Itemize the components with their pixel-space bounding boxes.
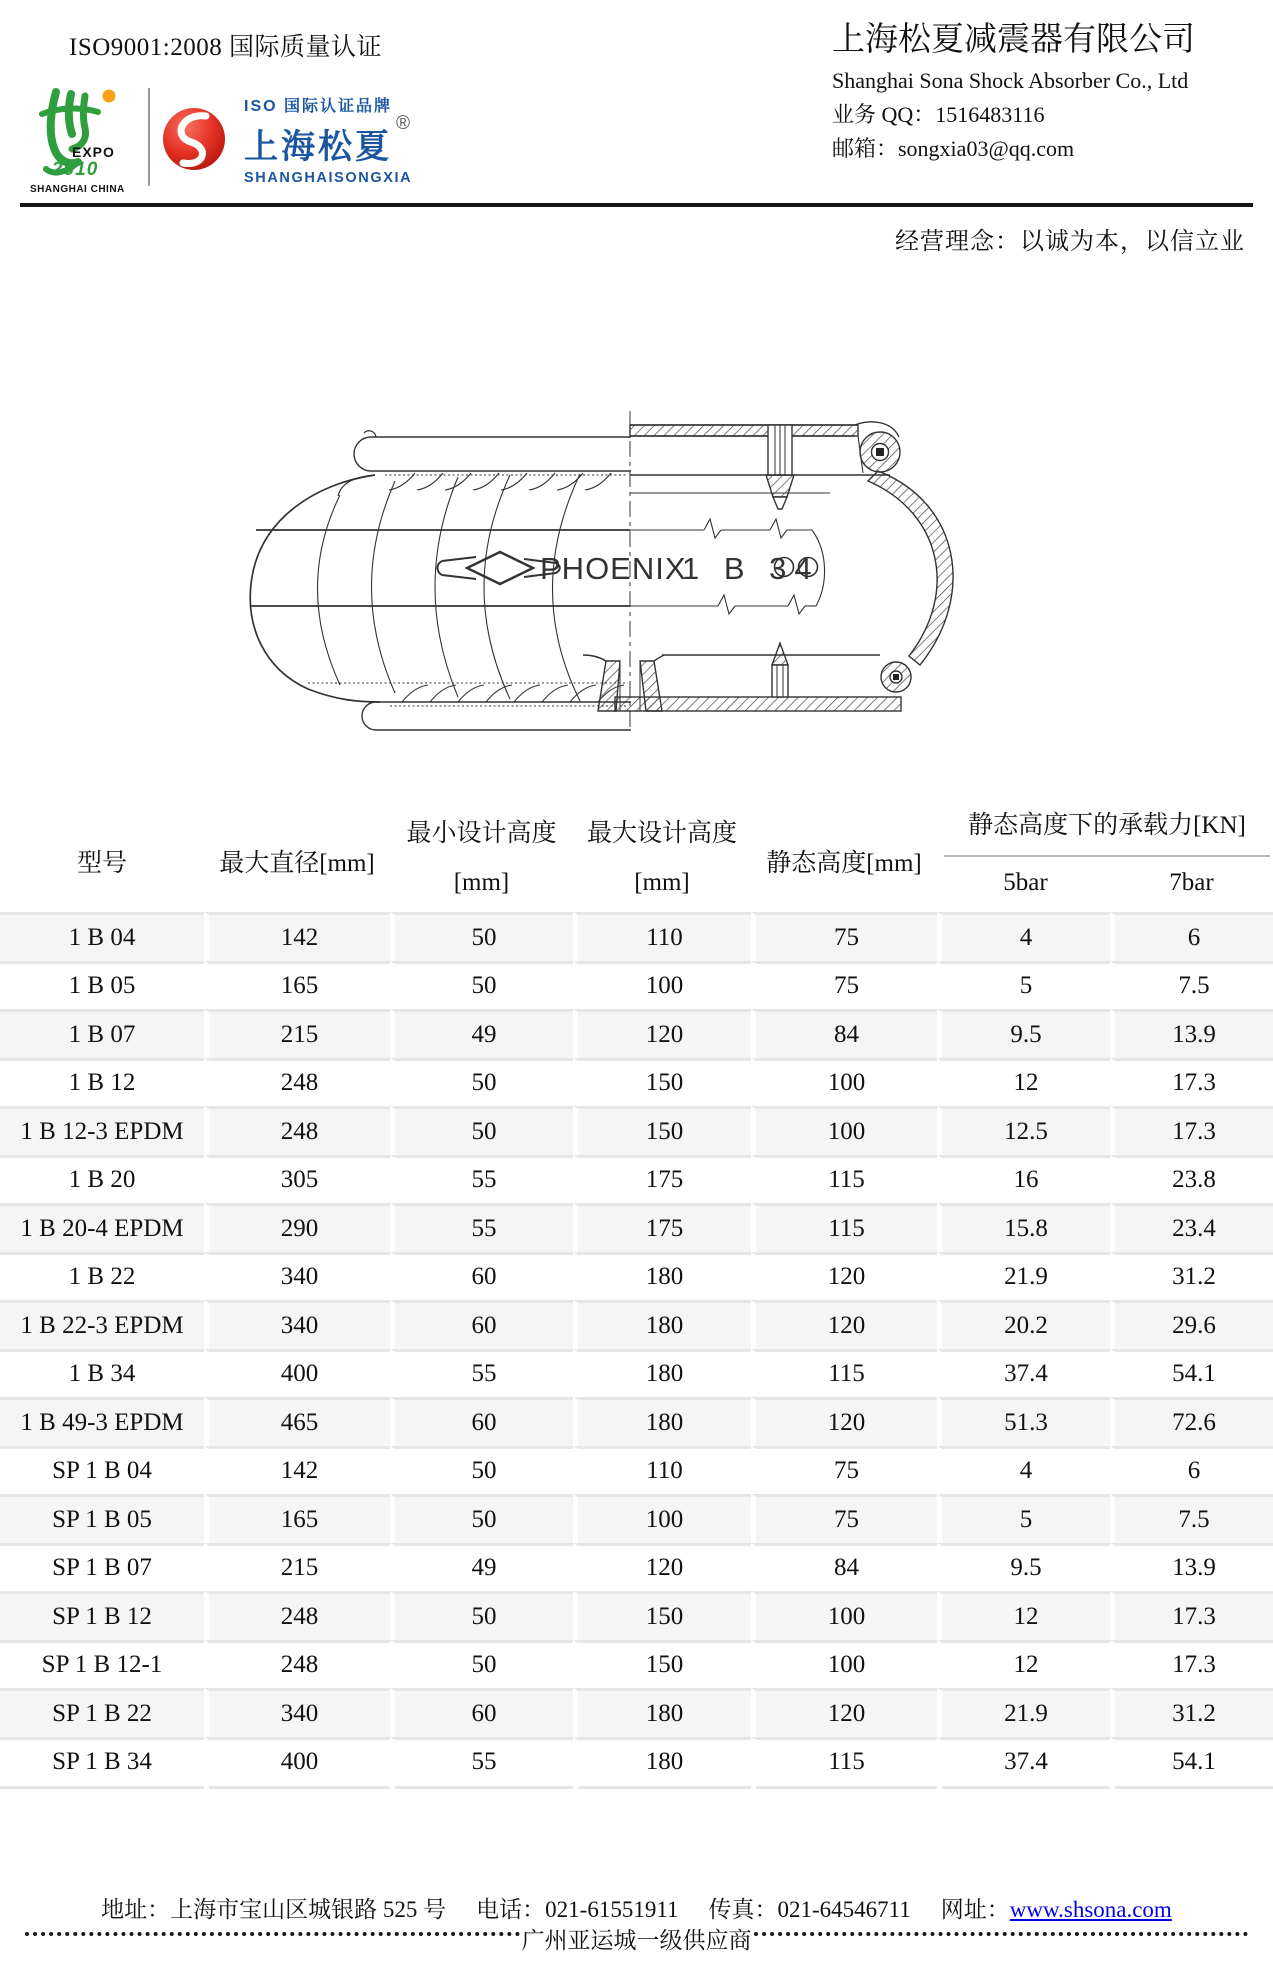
cell-min-design-height: 49 [390, 1543, 573, 1592]
cell-model: 1 B 12-3 EPDM [0, 1106, 204, 1155]
cell-max-design-height: 100 [573, 961, 751, 1010]
cell-model: SP 1 B 12-1 [0, 1640, 204, 1689]
cell-load-7bar: 6 [1110, 912, 1273, 961]
cell-static-height: 120 [751, 1300, 937, 1349]
cell-max-design-height: 180 [573, 1737, 751, 1786]
cell-load-7bar: 17.3 [1110, 1058, 1273, 1107]
cell-load-7bar: 13.9 [1110, 1543, 1273, 1592]
cell-model: 1 B 07 [0, 1009, 204, 1058]
footer-fax: 传真：021-64546711 [708, 1897, 911, 1922]
cell-max-diameter: 215 [204, 1009, 390, 1058]
cell-load-7bar: 23.4 [1110, 1203, 1273, 1252]
cell-static-height: 100 [751, 1106, 937, 1155]
company-qq: 业务 QQ：1516483116 [832, 102, 1045, 127]
cell-max-design-height: 100 [573, 1494, 751, 1543]
supplier-banner [25, 1922, 1248, 1955]
cell-min-design-height: 60 [390, 1688, 573, 1737]
cell-load-7bar: 7.5 [1110, 961, 1273, 1010]
cell-max-diameter: 142 [204, 1446, 390, 1495]
cell-load-5bar: 20.2 [937, 1300, 1110, 1349]
cell-max-diameter: 248 [204, 1591, 390, 1640]
footer-web-label: 网址： [940, 1897, 1010, 1922]
cell-load-5bar: 4 [937, 912, 1110, 961]
expo-year: 2010 [52, 159, 99, 180]
table-row [0, 961, 1273, 1010]
cell-model: 1 B 20-4 EPDM [0, 1203, 204, 1252]
cell-max-design-height: 120 [573, 1009, 751, 1058]
cell-max-diameter: 142 [204, 912, 390, 961]
cell-load-7bar: 54.1 [1110, 1737, 1273, 1786]
col-header-min-height: 最小设计高度 [406, 820, 557, 847]
cell-min-design-height: 60 [390, 1252, 573, 1301]
cell-load-7bar: 31.2 [1110, 1252, 1273, 1301]
cell-model: SP 1 B 22 [0, 1688, 204, 1737]
cell-load-7bar: 17.3 [1110, 1106, 1273, 1155]
cell-load-5bar: 21.9 [937, 1252, 1110, 1301]
cell-load-5bar: 37.4 [937, 1737, 1110, 1786]
cell-min-design-height: 50 [390, 1591, 573, 1640]
col-header-5bar: 5bar [1003, 869, 1048, 896]
spec-table-body [0, 912, 1273, 1785]
cell-static-height: 115 [751, 1155, 937, 1204]
cell-load-5bar: 12 [937, 1640, 1110, 1689]
cell-static-height: 75 [751, 961, 937, 1010]
table-row [0, 1106, 1273, 1155]
cell-static-height: 84 [751, 1009, 937, 1058]
table-row [0, 1591, 1273, 1640]
cell-static-height: 75 [751, 1446, 937, 1495]
cell-load-5bar: 16 [937, 1155, 1110, 1204]
cell-min-design-height: 55 [390, 1203, 573, 1252]
cell-min-design-height: 60 [390, 1300, 573, 1349]
cell-model: SP 1 B 07 [0, 1543, 204, 1592]
table-row [0, 1397, 1273, 1446]
table-row [0, 1203, 1273, 1252]
cell-min-design-height: 50 [390, 912, 573, 961]
cell-model: 1 B 12 [0, 1058, 204, 1107]
table-row [0, 1640, 1273, 1689]
cell-max-diameter: 400 [204, 1349, 390, 1398]
cell-max-design-height: 180 [573, 1688, 751, 1737]
cell-model: SP 1 B 05 [0, 1494, 204, 1543]
website-link[interactable]: www.shsona.com [1009, 1897, 1172, 1922]
cell-max-diameter: 248 [204, 1640, 390, 1689]
cell-load-5bar: 12 [937, 1058, 1110, 1107]
expo-location: SHANGHAI CHINA [30, 184, 125, 195]
footer-phone: 电话：021-61551911 [476, 1897, 679, 1922]
cell-model: SP 1 B 34 [0, 1737, 204, 1786]
col-header-min-height-unit: [mm] [453, 869, 510, 896]
cell-max-design-height: 180 [573, 1397, 751, 1446]
air-spring-drawing [190, 325, 1000, 740]
cell-model: 1 B 34 [0, 1349, 204, 1398]
cell-model: 1 B 20 [0, 1155, 204, 1204]
cell-min-design-height: 55 [390, 1737, 573, 1786]
spec-table-header [0, 795, 1273, 912]
cell-load-7bar: 54.1 [1110, 1349, 1273, 1398]
cell-max-design-height: 180 [573, 1252, 751, 1301]
footer-web [941, 1891, 1172, 1924]
cell-load-5bar: 51.3 [937, 1397, 1110, 1446]
cell-load-5bar: 12.5 [937, 1106, 1110, 1155]
cell-max-design-height: 150 [573, 1591, 751, 1640]
cell-static-height: 115 [751, 1737, 937, 1786]
cell-min-design-height: 50 [390, 1106, 573, 1155]
cell-min-design-height: 60 [390, 1397, 573, 1446]
cell-model: 1 B 22 [0, 1252, 204, 1301]
cell-static-height: 100 [751, 1058, 937, 1107]
table-row [0, 1252, 1273, 1301]
cell-max-design-height: 180 [573, 1349, 751, 1398]
cell-max-design-height: 150 [573, 1106, 751, 1155]
cell-load-5bar: 15.8 [937, 1203, 1110, 1252]
songxia-logo [162, 93, 492, 193]
table-row [0, 1349, 1273, 1398]
brand-name-en: SHANGHAISONGXIA [244, 170, 413, 186]
cell-max-diameter: 465 [204, 1397, 390, 1446]
cell-max-design-height: 175 [573, 1155, 751, 1204]
cell-load-5bar: 5 [937, 961, 1110, 1010]
drawing-brand-label: PHOENIX [540, 551, 687, 586]
company-block [832, 24, 1195, 160]
col-header-model: 型号 [76, 850, 127, 877]
cell-model: 1 B 49-3 EPDM [0, 1397, 204, 1446]
cell-load-5bar: 9.5 [937, 1009, 1110, 1058]
load-group-underline [944, 855, 1270, 857]
table-row [0, 1300, 1273, 1349]
col-header-max-height: 最大设计高度 [586, 820, 737, 847]
col-header-max-height-unit: [mm] [634, 869, 690, 896]
table-row [0, 1737, 1273, 1786]
cell-load-5bar: 5 [937, 1494, 1110, 1543]
table-row [0, 1058, 1273, 1107]
cell-static-height: 75 [751, 912, 937, 961]
cell-static-height: 84 [751, 1543, 937, 1592]
col-header-static-height: 静态高度[mm] [766, 850, 922, 877]
cell-min-design-height: 50 [390, 1640, 573, 1689]
cell-max-design-height: 180 [573, 1300, 751, 1349]
cell-max-design-height: 150 [573, 1058, 751, 1107]
cell-load-7bar: 31.2 [1110, 1688, 1273, 1737]
cell-model: SP 1 B 12 [0, 1591, 204, 1640]
cell-model: 1 B 04 [0, 912, 204, 961]
cell-load-7bar: 17.3 [1110, 1640, 1273, 1689]
cell-min-design-height: 49 [390, 1009, 573, 1058]
cell-max-diameter: 215 [204, 1543, 390, 1592]
header-rule [20, 203, 1253, 207]
cell-static-height: 100 [751, 1591, 937, 1640]
cell-load-5bar: 21.9 [937, 1688, 1110, 1737]
company-email: 邮箱：songxia03@qq.com [832, 136, 1075, 161]
phoenix-brand-mark [438, 551, 820, 586]
cell-max-diameter: 400 [204, 1737, 390, 1786]
cell-model: SP 1 B 04 [0, 1446, 204, 1495]
cell-min-design-height: 55 [390, 1349, 573, 1398]
cell-max-diameter: 165 [204, 1494, 390, 1543]
brand-tagline: ISO 国际认证品牌 [244, 98, 393, 115]
cell-min-design-height: 50 [390, 1446, 573, 1495]
col-header-max-diameter: 最大直径[mm] [219, 850, 375, 877]
registered-mark: ® [396, 113, 410, 134]
footer-contact-line [0, 1891, 1273, 1924]
supplier-banner-text: 广州亚运城一级供应商 [521, 1928, 752, 1953]
footer-address: 地址：上海市宝山区城银路 525 号 [101, 1897, 447, 1922]
cell-load-7bar: 72.6 [1110, 1397, 1273, 1446]
cell-static-height: 120 [751, 1252, 937, 1301]
cell-max-diameter: 248 [204, 1058, 390, 1107]
cell-max-diameter: 305 [204, 1155, 390, 1204]
cell-max-diameter: 340 [204, 1252, 390, 1301]
dotted-leader-left [25, 1932, 520, 1936]
cell-static-height: 120 [751, 1688, 937, 1737]
cell-max-design-height: 150 [573, 1640, 751, 1689]
cell-static-height: 120 [751, 1397, 937, 1446]
table-row [0, 1155, 1273, 1204]
cell-max-diameter: 290 [204, 1203, 390, 1252]
cell-model: 1 B 22-3 EPDM [0, 1300, 204, 1349]
cell-load-5bar: 12 [937, 1591, 1110, 1640]
cell-load-5bar: 9.5 [937, 1543, 1110, 1592]
cell-load-7bar: 6 [1110, 1446, 1273, 1495]
cell-static-height: 100 [751, 1640, 937, 1689]
cell-max-diameter: 340 [204, 1688, 390, 1737]
iso-cert-text: ISO9001:2008 国际质量认证 [69, 34, 382, 61]
company-motto: 经营理念：以诚为本，以信立业 [895, 229, 1245, 255]
cell-max-diameter: 340 [204, 1300, 390, 1349]
cell-max-design-height: 120 [573, 1543, 751, 1592]
cell-max-diameter: 165 [204, 961, 390, 1010]
cell-load-7bar: 29.6 [1110, 1300, 1273, 1349]
drawing-model-label: 1 B 34 [682, 551, 820, 586]
cell-load-7bar: 23.8 [1110, 1155, 1273, 1204]
cell-max-design-height: 110 [573, 1446, 751, 1495]
cell-static-height: 75 [751, 1494, 937, 1543]
cell-load-5bar: 37.4 [937, 1349, 1110, 1398]
cell-static-height: 115 [751, 1349, 937, 1398]
table-row [0, 1009, 1273, 1058]
brand-name-cn: 上海松夏 [244, 128, 392, 166]
cell-min-design-height: 55 [390, 1155, 573, 1204]
col-header-7bar: 7bar [1169, 869, 1214, 896]
cell-load-5bar: 4 [937, 1446, 1110, 1495]
cell-load-7bar: 13.9 [1110, 1009, 1273, 1058]
cell-min-design-height: 50 [390, 1058, 573, 1107]
table-row [0, 912, 1273, 961]
table-row [0, 1494, 1273, 1543]
songxia-ball-icon [162, 107, 226, 171]
company-name-en: Shanghai Sona Shock Absorber Co., Ltd [832, 68, 1189, 93]
cell-min-design-height: 50 [390, 1494, 573, 1543]
table-bottom-rule [0, 1786, 1273, 1789]
cell-max-diameter: 248 [204, 1106, 390, 1155]
logo-divider [148, 88, 150, 186]
cell-load-7bar: 7.5 [1110, 1494, 1273, 1543]
col-header-load-group: 静态高度下的承载力[KN] [968, 812, 1246, 839]
cell-model: 1 B 05 [0, 961, 204, 1010]
table-row [0, 1543, 1273, 1592]
table-row [0, 1446, 1273, 1495]
dotted-leader-right [754, 1932, 1249, 1936]
cell-max-design-height: 110 [573, 912, 751, 961]
cell-static-height: 115 [751, 1203, 937, 1252]
company-name-cn: 上海松夏减震器有限公司 [832, 22, 1195, 58]
cell-load-7bar: 17.3 [1110, 1591, 1273, 1640]
expo-word: EXPO [72, 144, 115, 160]
cell-max-design-height: 175 [573, 1203, 751, 1252]
table-row [0, 1688, 1273, 1737]
cell-min-design-height: 50 [390, 961, 573, 1010]
expo-2010-logo [26, 84, 138, 196]
